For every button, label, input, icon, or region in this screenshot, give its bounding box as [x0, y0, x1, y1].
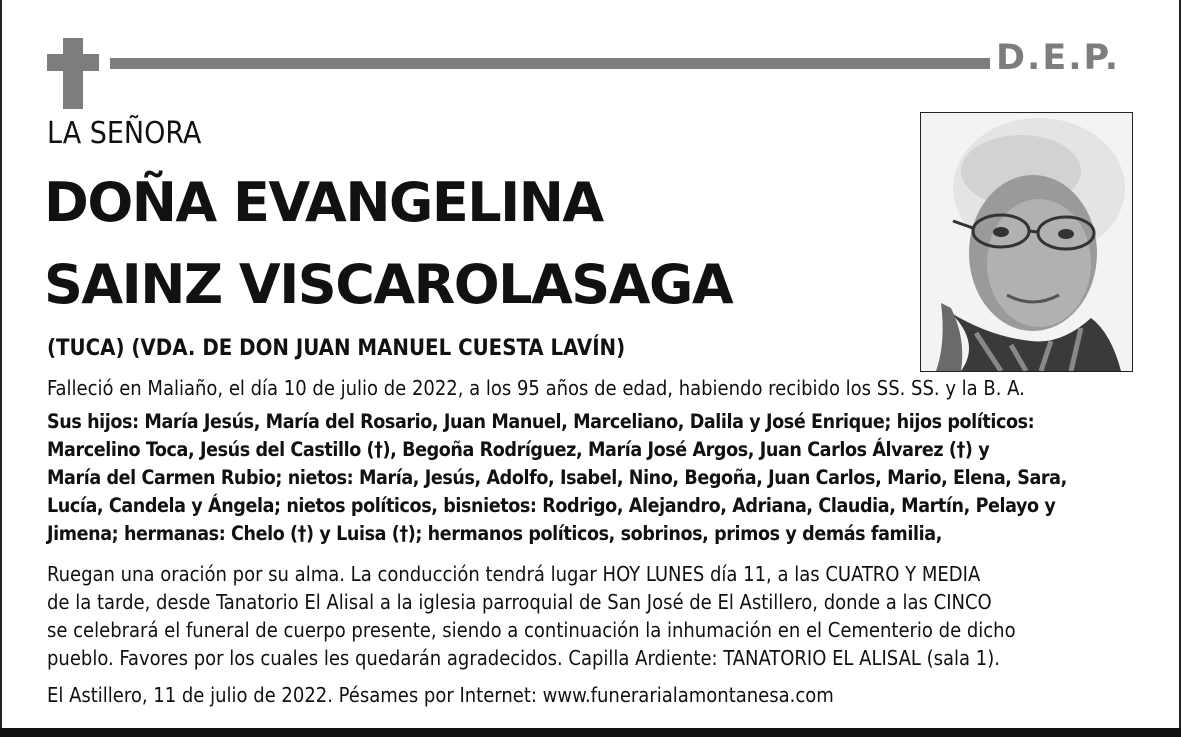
- cross-icon-arm: [47, 54, 99, 71]
- family-line: Sus hijos: María Jesús, María del Rosario, Juan Manuel, Marceliano, Dalila y José Enrique; hijos políticos:: [47, 410, 1035, 433]
- deceased-name-line1: DOÑA EVANGELINA: [44, 171, 603, 234]
- portrait-photo: [920, 112, 1133, 372]
- death-announcement: Falleció en Maliaño, el día 10 de julio de 2022, a los 95 años de edad, habiendo recibido los SS. SS. y la B. A.: [47, 376, 1025, 400]
- frame-left-border: [0, 0, 2, 737]
- ceremony-line: se celebrará el funeral de cuerpo presente, siendo a continuación la inhumación en el Cementerio de dicho: [47, 618, 1016, 642]
- family-line: María del Carmen Rubio; nietos: María, Jesús, Adolfo, Isabel, Nino, Begoña, Juan Carlos, Mario, Elena, Sara,: [47, 466, 1067, 489]
- frame-bottom-border: [0, 728, 1181, 737]
- family-line: Jimena; hermanas: Chelo (†) y Luisa (†); hermanos políticos, sobrinos, primos y demás familia,: [47, 522, 942, 545]
- ceremony-line: pueblo. Favores por los cuales les quedarán agradecidos. Capilla Ardiente: TANATORIO EL ALISAL (sala 1).: [47, 646, 1000, 670]
- ceremony-line: de la tarde, desde Tanatorio El Alisal a la iglesia parroquial de San José de El Astillero, donde a las CINCO: [47, 590, 992, 614]
- deceased-subtitle: (TUCA) (VDA. DE DON JUAN MANUEL CUESTA LAVÍN): [47, 336, 626, 361]
- family-line: Lucía, Candela y Ángela; nietos políticos, bisnietos: Rodrigo, Alejandro, Adriana, Claudia, Martín, Pelayo y: [47, 494, 1056, 517]
- family-line: Marcelino Toca, Jesús del Castillo (†), Begoña Rodríguez, María José Argos, Juan Carlos Álvarez (†) y: [47, 438, 990, 461]
- header-rule: [110, 58, 990, 69]
- title-prefix: LA SEÑORA: [47, 116, 202, 151]
- cross-icon: [63, 38, 83, 109]
- closing-line: El Astillero, 11 de julio de 2022. Pésames por Internet: www.funerarialamontanesa.com: [47, 683, 834, 707]
- ceremony-line: Ruegan una oración por su alma. La conducción tendrá lugar HOY LUNES día 11, a las CUATRO Y MEDIA: [47, 562, 981, 586]
- deceased-name-line2: SAINZ VISCAROLASAGA: [44, 253, 733, 316]
- dep-label: D.E.P.: [996, 38, 1121, 78]
